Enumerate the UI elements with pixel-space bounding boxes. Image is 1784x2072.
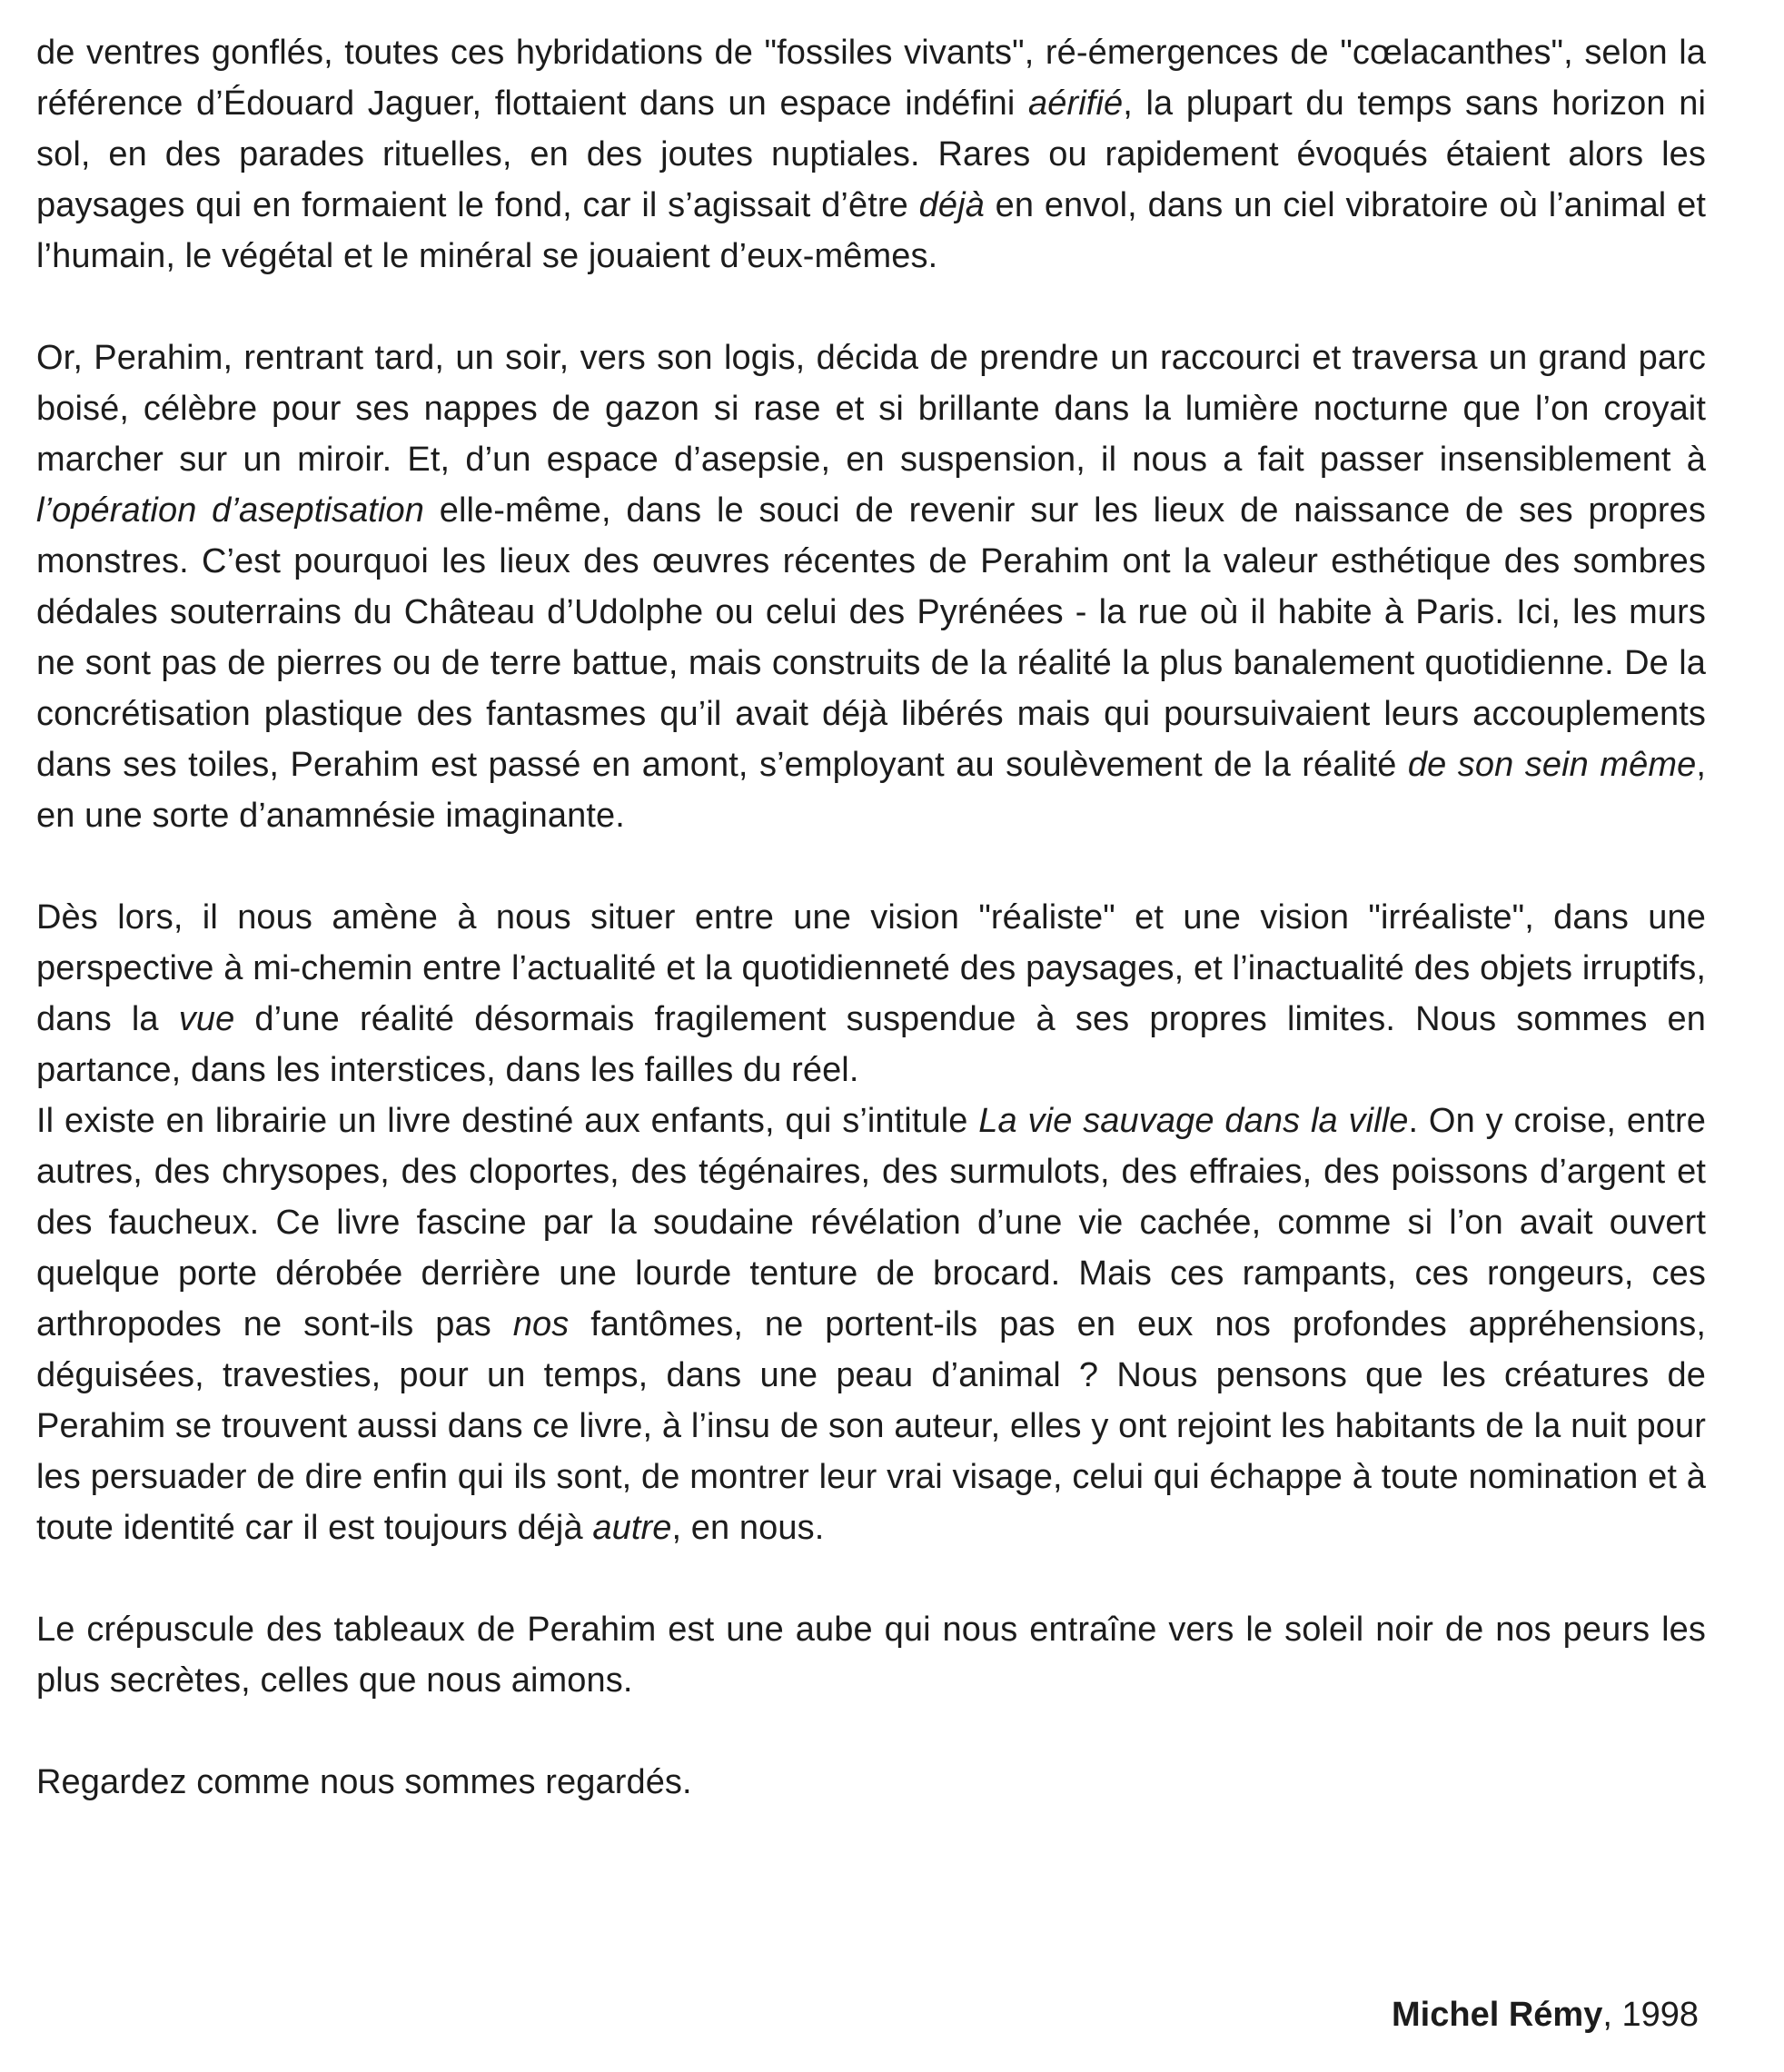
paragraph-5	[36, 1604, 1706, 1706]
text-segment: Regardez comme nous sommes regardés.	[36, 1763, 692, 1801]
text-segment: , en une sorte d’anamnésie imaginante.	[36, 746, 1706, 835]
text-segment: Dès lors, il nous amène à nous situer entre une vision "réaliste" et une vision "irréaliste", dans une perspective à mi-chemin entre l’actualité et la quotidienneté des paysages, et l’inactualité des objets irruptifs, dans la	[36, 898, 1706, 1038]
italic-segment: nos	[512, 1305, 570, 1343]
paragraph-4	[36, 1095, 1706, 1553]
paragraph-gap	[36, 841, 1706, 892]
signature-year: , 1998	[1602, 1996, 1699, 2034]
italic-segment: La vie sauvage dans la ville	[978, 1102, 1409, 1140]
text-segment: Or, Perahim, rentrant tard, un soir, vers son logis, décida de prendre un raccourci et traversa un grand parc boisé, célèbre pour ses nappes de gazon si rase et si brillante dans la lumière nocturne que l’on croyait marcher sur un miroir. Et, d’un espace d’asepsie, en suspension, il nous a fait passer insensiblement à	[36, 339, 1706, 479]
italic-segment: aérifié	[1028, 84, 1124, 123]
text-segment: d’une réalité désormais fragilement suspendue à ses propres limites. Nous sommes en partance, dans les interstices, dans les failles du réel.	[36, 1000, 1706, 1089]
paragraph-2	[36, 332, 1706, 841]
article-body	[36, 27, 1706, 1808]
italic-segment: vue	[178, 1000, 235, 1038]
text-segment: en envol, dans un ciel vibratoire où l’animal et l’humain, le végétal et le minéral se jouaient d’eux-mêmes.	[36, 186, 1706, 275]
text-segment: de ventres gonflés, toutes ces hybridations de "fossiles vivants", ré-émergences de "cœlacanthes", selon la référence d’Édouard Jaguer, flottaient dans un espace indéfini	[36, 34, 1706, 123]
italic-segment: déjà	[918, 186, 985, 224]
author-name: Michel Rémy	[1392, 1996, 1603, 2034]
text-segment: , la plupart du temps sans horizon ni sol, en des parades rituelles, en des joutes nuptiales. Rares ou rapidement évoqués étaient alors les paysages qui en formaient le fond, car il s’agissait d’être	[36, 84, 1706, 224]
italic-segment: autre	[592, 1509, 672, 1547]
text-segment: elle-même, dans le souci de revenir sur les lieux de naissance de ses propres monstres. C’est pourquoi les lieux des œuvres récentes de Perahim ont la valeur esthétique des sombres dédales souterrains du Château d’Udolphe ou celui des Pyrénées - la rue où il habite à Paris. Ici, les murs ne sont pas de pierres ou de terre battue, mais construits de la réalité la plus banalement quotidienne. De la concrétisation plastique des fantasmes qu’il avait déjà libérés mais qui poursuivaient leurs accouplements dans ses toiles, Perahim est passé en amont, s’employant au soulèvement de la réalité	[36, 491, 1706, 784]
text-segment: . On y croise, entre autres, des chrysopes, des cloportes, des tégénaires, des surmulots, des effraies, des poissons d’argent et des faucheux. Ce livre fascine par la soudaine révélation d’une vie cachée, comme si l’on avait ouvert quelque porte dérobée derrière une lourde tenture de brocard. Mais ces rampants, ces rongeurs, ces arthropodes ne sont-ils pas	[36, 1102, 1706, 1343]
text-segment: fantômes, ne portent-ils pas en eux nos profondes appréhensions, déguisées, travesties, pour un temps, dans une peau d’animal ? Nous pensons que les créatures de Perahim se trouvent aussi dans ce livre, à l’insu de son auteur, elles y ont rejoint les habitants de la nuit pour les persuader de dire enfin qui ils sont, de montrer leur vrai visage, celui qui échappe à toute nomination et à toute identité car il est toujours déjà	[36, 1305, 1706, 1547]
text-segment: Il existe en librairie un livre destiné aux enfants, qui s’intitule	[36, 1102, 979, 1140]
text-segment: Le crépuscule des tableaux de Perahim est une aube qui nous entraîne vers le soleil noir de nos peurs les plus secrètes, celles que nous aimons.	[36, 1611, 1706, 1700]
paragraph-gap	[36, 1553, 1706, 1604]
paragraph-3	[36, 892, 1706, 1095]
paragraph-gap	[36, 1706, 1706, 1757]
text-segment: , en nous.	[671, 1509, 825, 1547]
paragraph-6	[36, 1757, 1706, 1808]
italic-segment: l’opération d’aseptisation	[36, 491, 424, 530]
italic-segment: de son sein même	[1407, 746, 1697, 784]
paragraph-1	[36, 27, 1706, 282]
author-signature	[1392, 1989, 1699, 2040]
paragraph-gap	[36, 282, 1706, 332]
